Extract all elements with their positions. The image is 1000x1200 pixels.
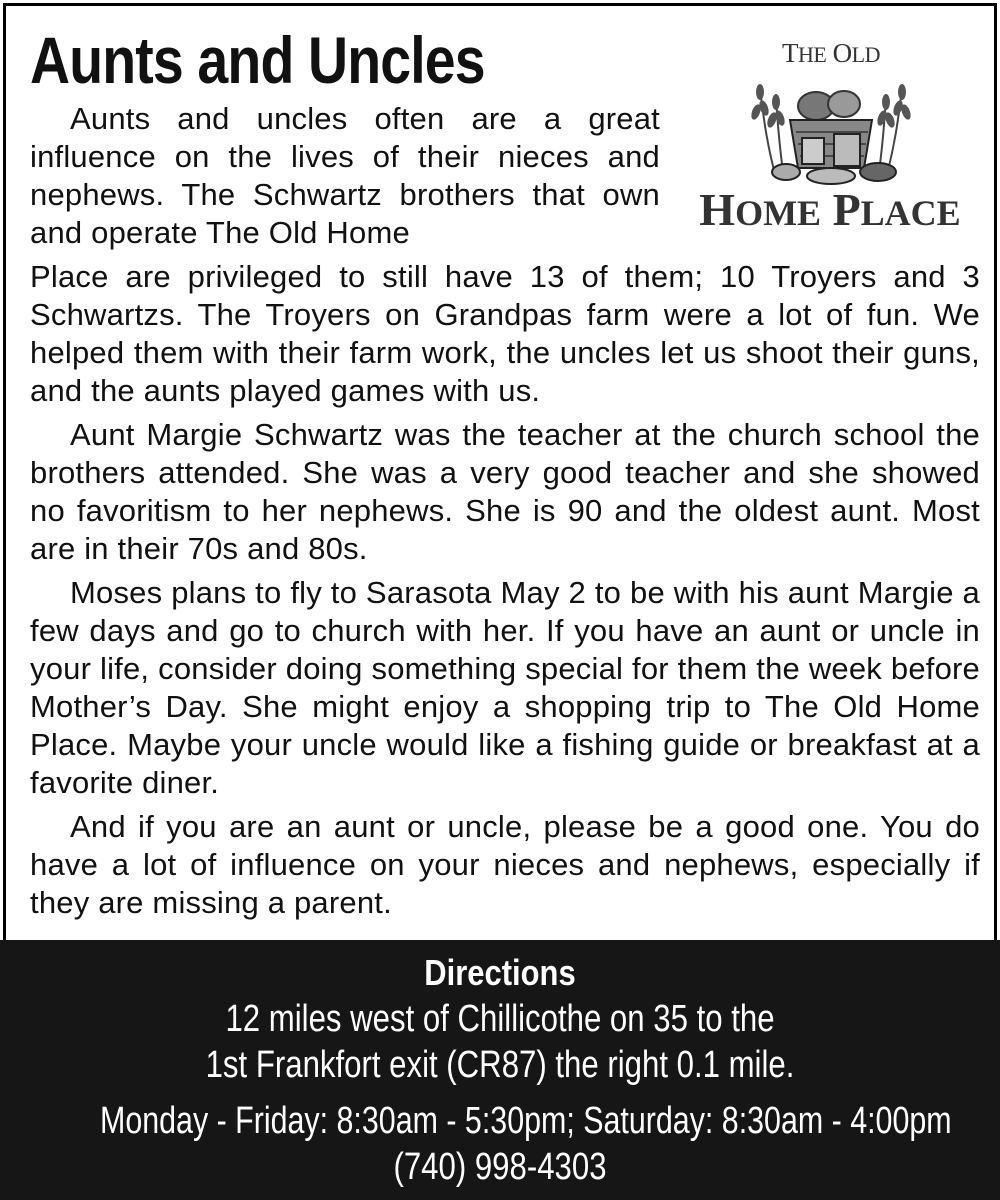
business-hours: Monday - Friday: 8:30am - 5:30pm; Saturday: 8:30am - 4:00pm	[100, 1100, 952, 1142]
article-paragraph: Aunts and uncles often are a great influence on the lives of their nieces and nephews. The Schwartz brothers that own and operate The Old Home	[30, 101, 660, 250]
directions-panel	[0, 940, 1000, 1200]
logo-bottom-text: HOME PLACE	[699, 184, 961, 235]
article	[30, 20, 980, 928]
article-headline: Aunts and Uncles	[30, 23, 485, 97]
the-old-home-place-logo	[680, 38, 980, 248]
article-paragraph: Moses plans to fly to Sarasota May 2 to be with his aunt Margie a few days and go to church with her. If you have an aunt or uncle in your life, consider doing something special for them the week before Mother’s Day. She might enjoy a shopping trip to The Old Home Place. Maybe your uncle would like a fishing guide or breakfast at a favorite diner.	[30, 575, 980, 800]
logo-top-text: THE OLD	[782, 38, 880, 68]
directions-title: Directions	[424, 952, 576, 993]
phone-number: (740) 998-4303	[393, 1146, 607, 1188]
article-paragraph: And if you are an aunt or uncle, please be a good one. You do have a lot of influence on your nieces and nephews, especially if they are missing a parent.	[30, 809, 980, 920]
article-paragraph: Aunt Margie Schwartz was the teacher at the church school the brothers attended. She was a very good teacher and she showed no favoritism to her nephews. She is 90 and the oldest aunt. Most are in their 70s and 80s.	[30, 417, 980, 566]
directions-line: 12 miles west of Chillicothe on 35 to the	[225, 998, 775, 1040]
harvest-basket-icon	[746, 68, 916, 188]
article-paragraph: Place are privileged to still have 13 of them; 10 Troyers and 3 Schwartzs. The Troyers on Grandpas farm were a lot of fun. We helped them with their farm work, the uncles let us shoot their guns, and the aunts played games with us.	[30, 259, 980, 408]
directions-line: 1st Frankfort exit (CR87) the right 0.1 mile.	[205, 1044, 795, 1086]
